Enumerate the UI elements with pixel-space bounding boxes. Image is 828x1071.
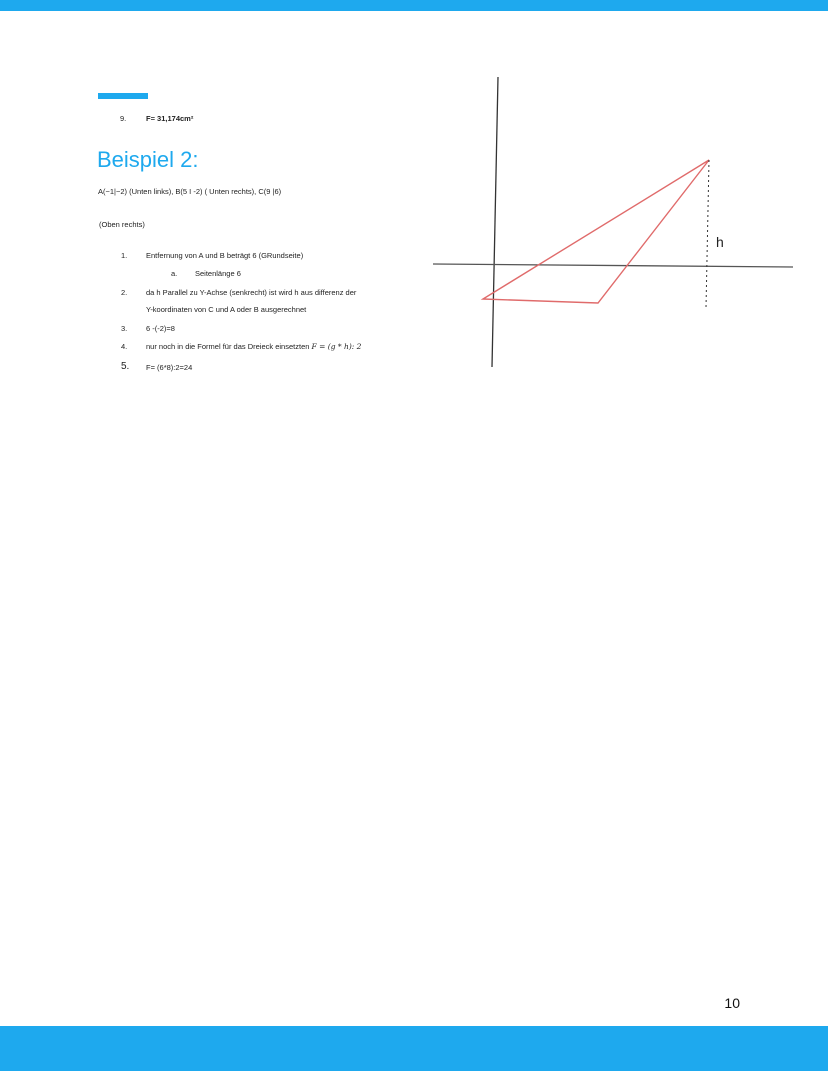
- step-text-main: nur noch in die Formel für das Dreieck einsetzten: [146, 342, 310, 351]
- triangle: [483, 160, 709, 303]
- step-number: 2.: [121, 288, 128, 297]
- step-text: Y-koordinaten von C und A oder B ausgerechnet: [146, 305, 307, 314]
- area-formula: F = (g * h): 2: [311, 342, 362, 351]
- step-text: da h Parallel zu Y-Achse (senkrecht) ist wird h aus differenz der: [146, 288, 357, 297]
- triangle-sketch: [430, 74, 796, 370]
- page-number: 10: [724, 995, 740, 1011]
- bottom-color-bar: [0, 1026, 828, 1071]
- step-text: 6 -(-2)=8: [146, 324, 175, 333]
- x-axis: [433, 264, 793, 267]
- points-line: A(−1|−2) (Unten links), B(5 I -2) ( Unten rechts), C(9 |6): [98, 187, 282, 196]
- step-number: 1.: [121, 251, 128, 260]
- height-label: h: [716, 234, 724, 250]
- accent-line: [98, 93, 148, 99]
- step-number: a.: [171, 269, 178, 278]
- step-text: Seitenlänge 6: [195, 269, 241, 278]
- points-line-continued: (Oben rechts): [99, 220, 145, 229]
- step-text: [146, 342, 361, 352]
- step-number: 3.: [121, 324, 128, 333]
- step-number: 4.: [121, 342, 128, 351]
- item-9-text: F= 31,174cm²: [146, 114, 194, 123]
- step-text: Entfernung von A und B beträgt 6 (GRundseite): [146, 251, 304, 260]
- step-text: F= (6*8):2=24: [146, 363, 193, 372]
- y-axis: [492, 77, 498, 367]
- step-number: 5.: [121, 361, 130, 372]
- item-9-number: 9.: [120, 114, 127, 123]
- height-line: [706, 160, 709, 308]
- section-heading: Beispiel 2:: [97, 147, 199, 172]
- top-color-bar: [0, 0, 828, 11]
